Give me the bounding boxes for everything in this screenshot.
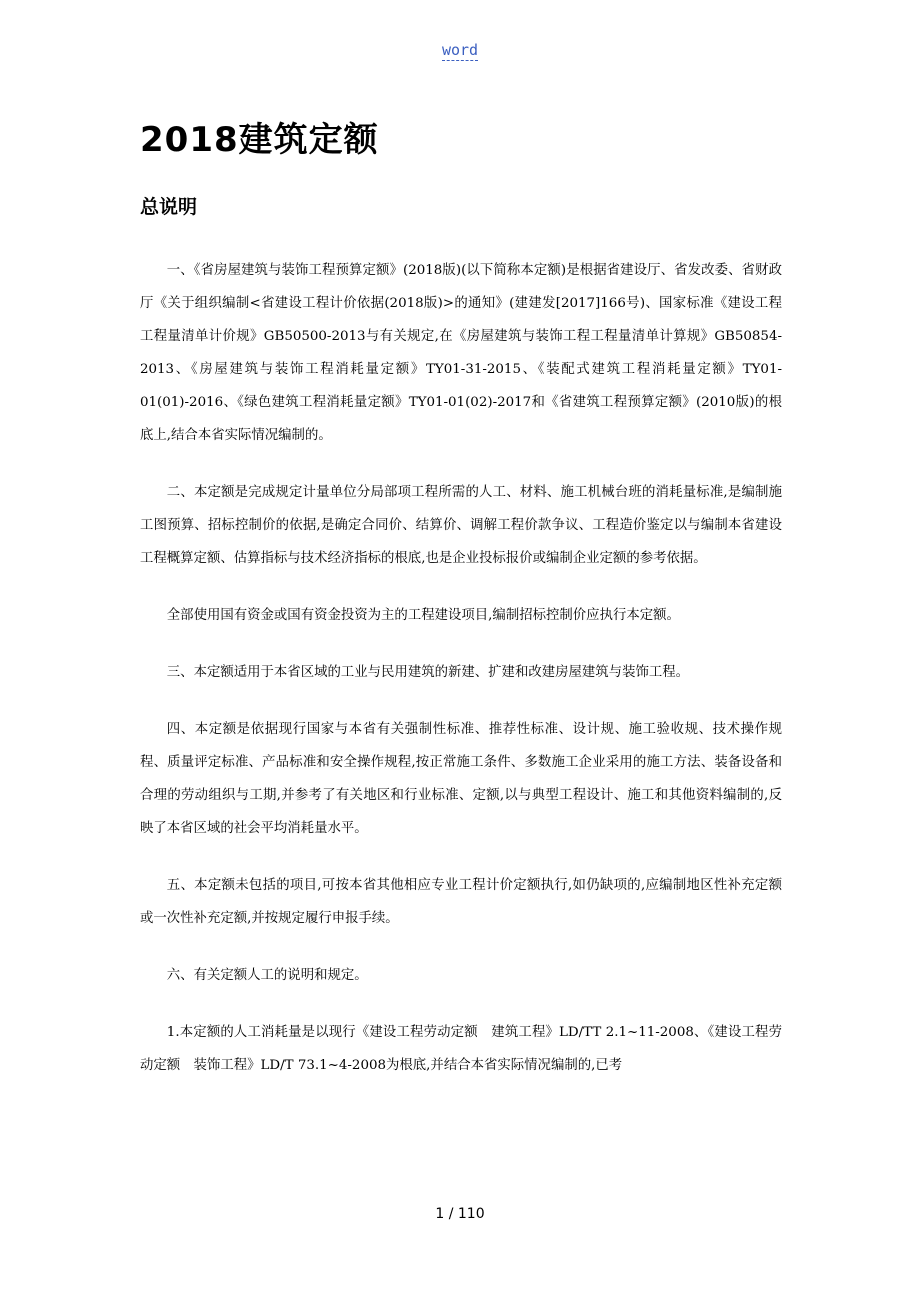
page-header	[0, 40, 920, 59]
paragraph-2: 二、本定额是完成规定计量单位分局部项工程所需的人工、材料、施工机械台班的消耗量标准,是编制施工图预算、招标控制价的依据,是确定合同价、结算价、调解工程价款争议、工程造价鉴定以与编制本省建设工程概算定额、估算指标与技术经济指标的根底,也是企业投标报价或编制企业定额的参考依据。	[140, 485, 782, 566]
paragraph-6: 五、本定额未包括的项目,可按本省其他相应专业工程计价定额执行,如仍缺项的,应编制地区性补充定额或一次性补充定额,并按规定履行申报手续。	[140, 878, 782, 926]
paragraph-3: 全部使用国有资金或国有资金投资为主的工程建设项目,编制招标控制价应执行本定额。	[166, 608, 680, 623]
paragraph-8: 1.本定额的人工消耗量是以现行《建设工程劳动定额 建筑工程》LD/TT 2.1~11-2008、《建设工程劳动定额 装饰工程》LD/T 73.1~4-2008为根底,并结合本省实际情况编制的,已考	[140, 1025, 782, 1073]
header-word-link[interactable]: word	[441, 41, 479, 59]
section-heading: 总说明	[140, 196, 198, 218]
document-body	[140, 254, 782, 1082]
page-number: 1 / 110	[435, 1206, 485, 1222]
paragraph-4: 三、本定额适用于本省区域的工业与民用建筑的新建、扩建和改建房屋建筑与装饰工程。	[166, 665, 690, 680]
paragraph-1: 一、《省房屋建筑与装饰工程预算定额》(2018版)(以下简称本定额)是根据省建设厅、省发改委、省财政厅《关于组织编制<省建设工程计价依据(2018版)>的通知》(建建发[2017]166号)、国家标准《建设工程工程量清单计价规》GB50500-2013与有关规定,在《房屋建筑与装饰工程工程量清单计算规》GB50854-2013、《房屋建筑与装饰工程消耗量定额》TY01-31-2015、《装配式建筑工程消耗量定额》TY01-01(01)-2016、《绿色建筑工程消耗量定额》TY01-01(02)-2017和《省建筑工程预算定额》(2010版)的根底上,结合本省实际情况编制的。	[140, 263, 782, 443]
document-title: 2018建筑定额	[140, 120, 379, 160]
paragraph-7: 六、有关定额人工的说明和规定。	[166, 968, 368, 983]
paragraph-5: 四、本定额是依据现行国家与本省有关强制性标准、推荐性标准、设计规、施工验收规、技术操作规程、质量评定标准、产品标准和安全操作规程,按正常施工条件、多数施工企业采用的施工方法、装备设备和合理的劳动组织与工期,并参考了有关地区和行业标准、定额,以与典型工程设计、施工和其他资料编制的,反映了本省区域的社会平均消耗量水平。	[140, 722, 782, 836]
